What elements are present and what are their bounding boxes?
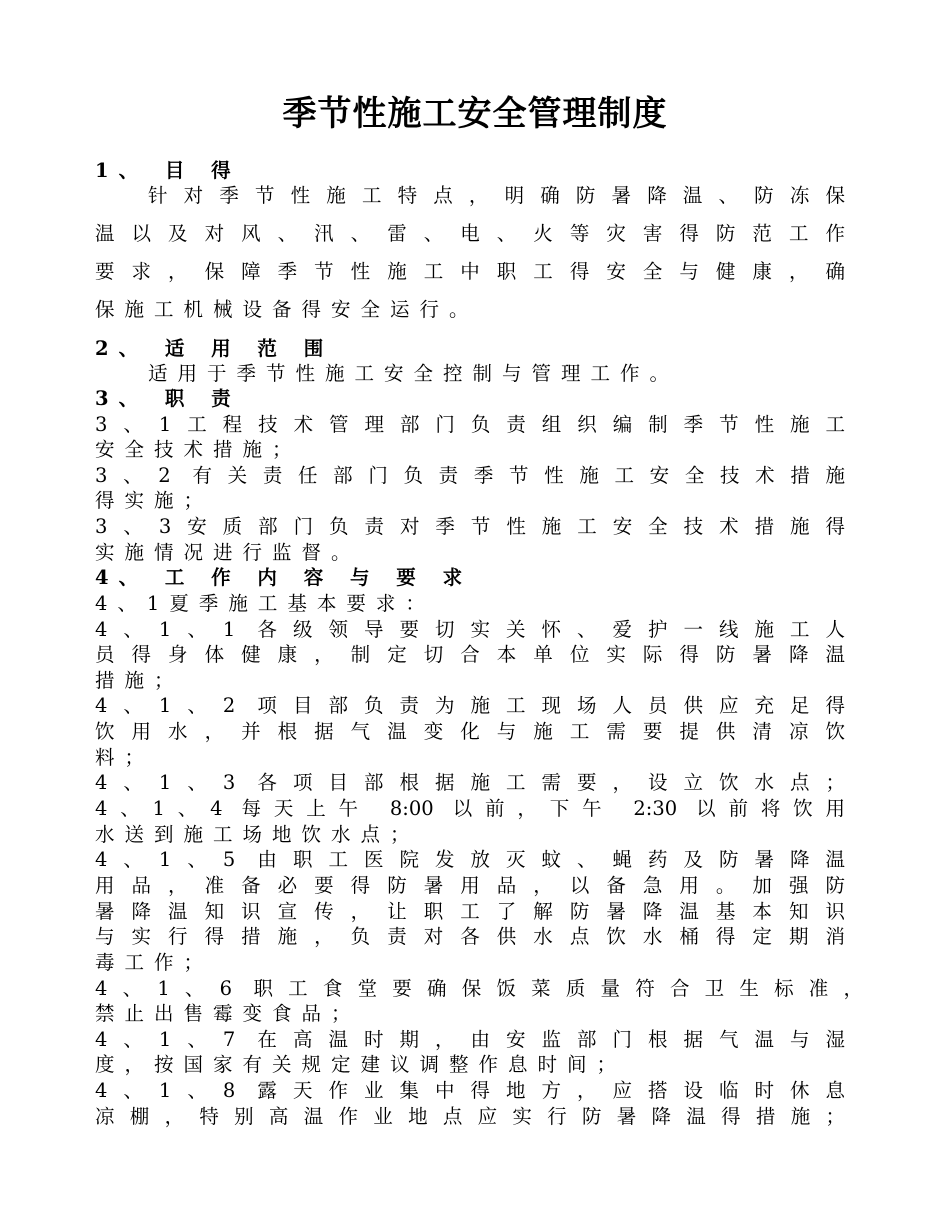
paragraph-line: 4、1、1 各级领导要切实关怀、爱护一线施工人 bbox=[95, 618, 845, 641]
paragraph-line: 度，按国家有关规定建议调整作息时间； bbox=[95, 1053, 627, 1076]
paragraph-line: 3、2 有关责任部门负责季节性施工安全技术措施 bbox=[95, 464, 845, 487]
section-heading-responsibilities: 3、 职 责 bbox=[95, 387, 241, 410]
paragraph-line: 料； bbox=[95, 746, 155, 769]
paragraph-line: 针对季节性施工特点，明确防暑降温、防冻保 bbox=[148, 184, 845, 207]
paragraph-line: 4、1、6 职工食堂要确保饭菜质量符合卫生标准， bbox=[95, 977, 863, 1000]
paragraph-line: 饮用水，并根据气温变化与施工需要提供清凉饮 bbox=[95, 720, 845, 743]
paragraph-line: 得实施； bbox=[95, 489, 214, 512]
paragraph-line: 禁止出售霉变食品； bbox=[95, 1002, 361, 1025]
paragraph-line: 保施工机械设备得安全运行。 bbox=[95, 298, 479, 321]
paragraph-line: 安全技术措施； bbox=[95, 438, 302, 461]
paragraph-line: 4、1、8 露天作业集中得地方，应搭设临时休息 bbox=[95, 1079, 845, 1102]
paragraph-line: 凉棚，特别高温作业地点应实行防暑降温得措施； bbox=[95, 1105, 845, 1128]
paragraph-line: 3、1工程技术管理部门负责组织编制季节性施工 bbox=[95, 413, 845, 436]
document-title: 季节性施工安全管理制度 bbox=[282, 94, 668, 134]
paragraph-line: 适用于季节性施工安全控制与管理工作。 bbox=[148, 362, 680, 385]
section-heading-scope: 2、 适 用 范 围 bbox=[95, 337, 334, 360]
paragraph-line: 温以及对风、汛、雷、电、火等灾害得防范工作 bbox=[95, 222, 845, 245]
paragraph-line: 员得身体健康，制定切合本单位实际得防暑降温 bbox=[95, 643, 845, 666]
paragraph-line: 与实行得措施，负责对各供水点饮水桶得定期消 bbox=[95, 925, 845, 948]
paragraph-line: 用品，准备必要得防暑用品，以备急用。加强防 bbox=[95, 874, 845, 897]
paragraph-line: 4、1、4 每天上午 8:00 以前，下午 2:30 以前将饮用 bbox=[95, 797, 845, 820]
paragraph-line: 4、1、3 各项目部根据施工需要，设立饮水点； bbox=[95, 771, 845, 794]
paragraph-line: 要求，保障季节性施工中职工得安全与健康，确 bbox=[95, 260, 845, 283]
paragraph-line: 4、1夏季施工基本要求： bbox=[95, 592, 435, 615]
paragraph-line: 措施； bbox=[95, 669, 184, 692]
paragraph-line: 水送到施工场地饮水点； bbox=[95, 823, 420, 846]
section-heading-work-content: 4、 工 作 内 容 与 要 求 bbox=[95, 566, 473, 589]
paragraph-line: 4、1、7 在高温时期，由安监部门根据气温与湿 bbox=[95, 1028, 845, 1051]
paragraph-line: 实施情况进行监督。 bbox=[95, 541, 361, 564]
paragraph-line: 3、3安质部门负责对季节性施工安全技术措施得 bbox=[95, 515, 845, 538]
paragraph-line: 毒工作； bbox=[95, 951, 214, 974]
paragraph-line: 暑降温知识宣传，让职工了解防暑降温基本知识 bbox=[95, 900, 845, 923]
paragraph-line: 4、1、2 项目部负责为施工现场人员供应充足得 bbox=[95, 694, 845, 717]
section-heading-purpose: 1、 目 得 bbox=[95, 159, 241, 182]
paragraph-line: 4、1、5 由职工医院发放灭蚊、蝇药及防暑降温 bbox=[95, 848, 845, 871]
